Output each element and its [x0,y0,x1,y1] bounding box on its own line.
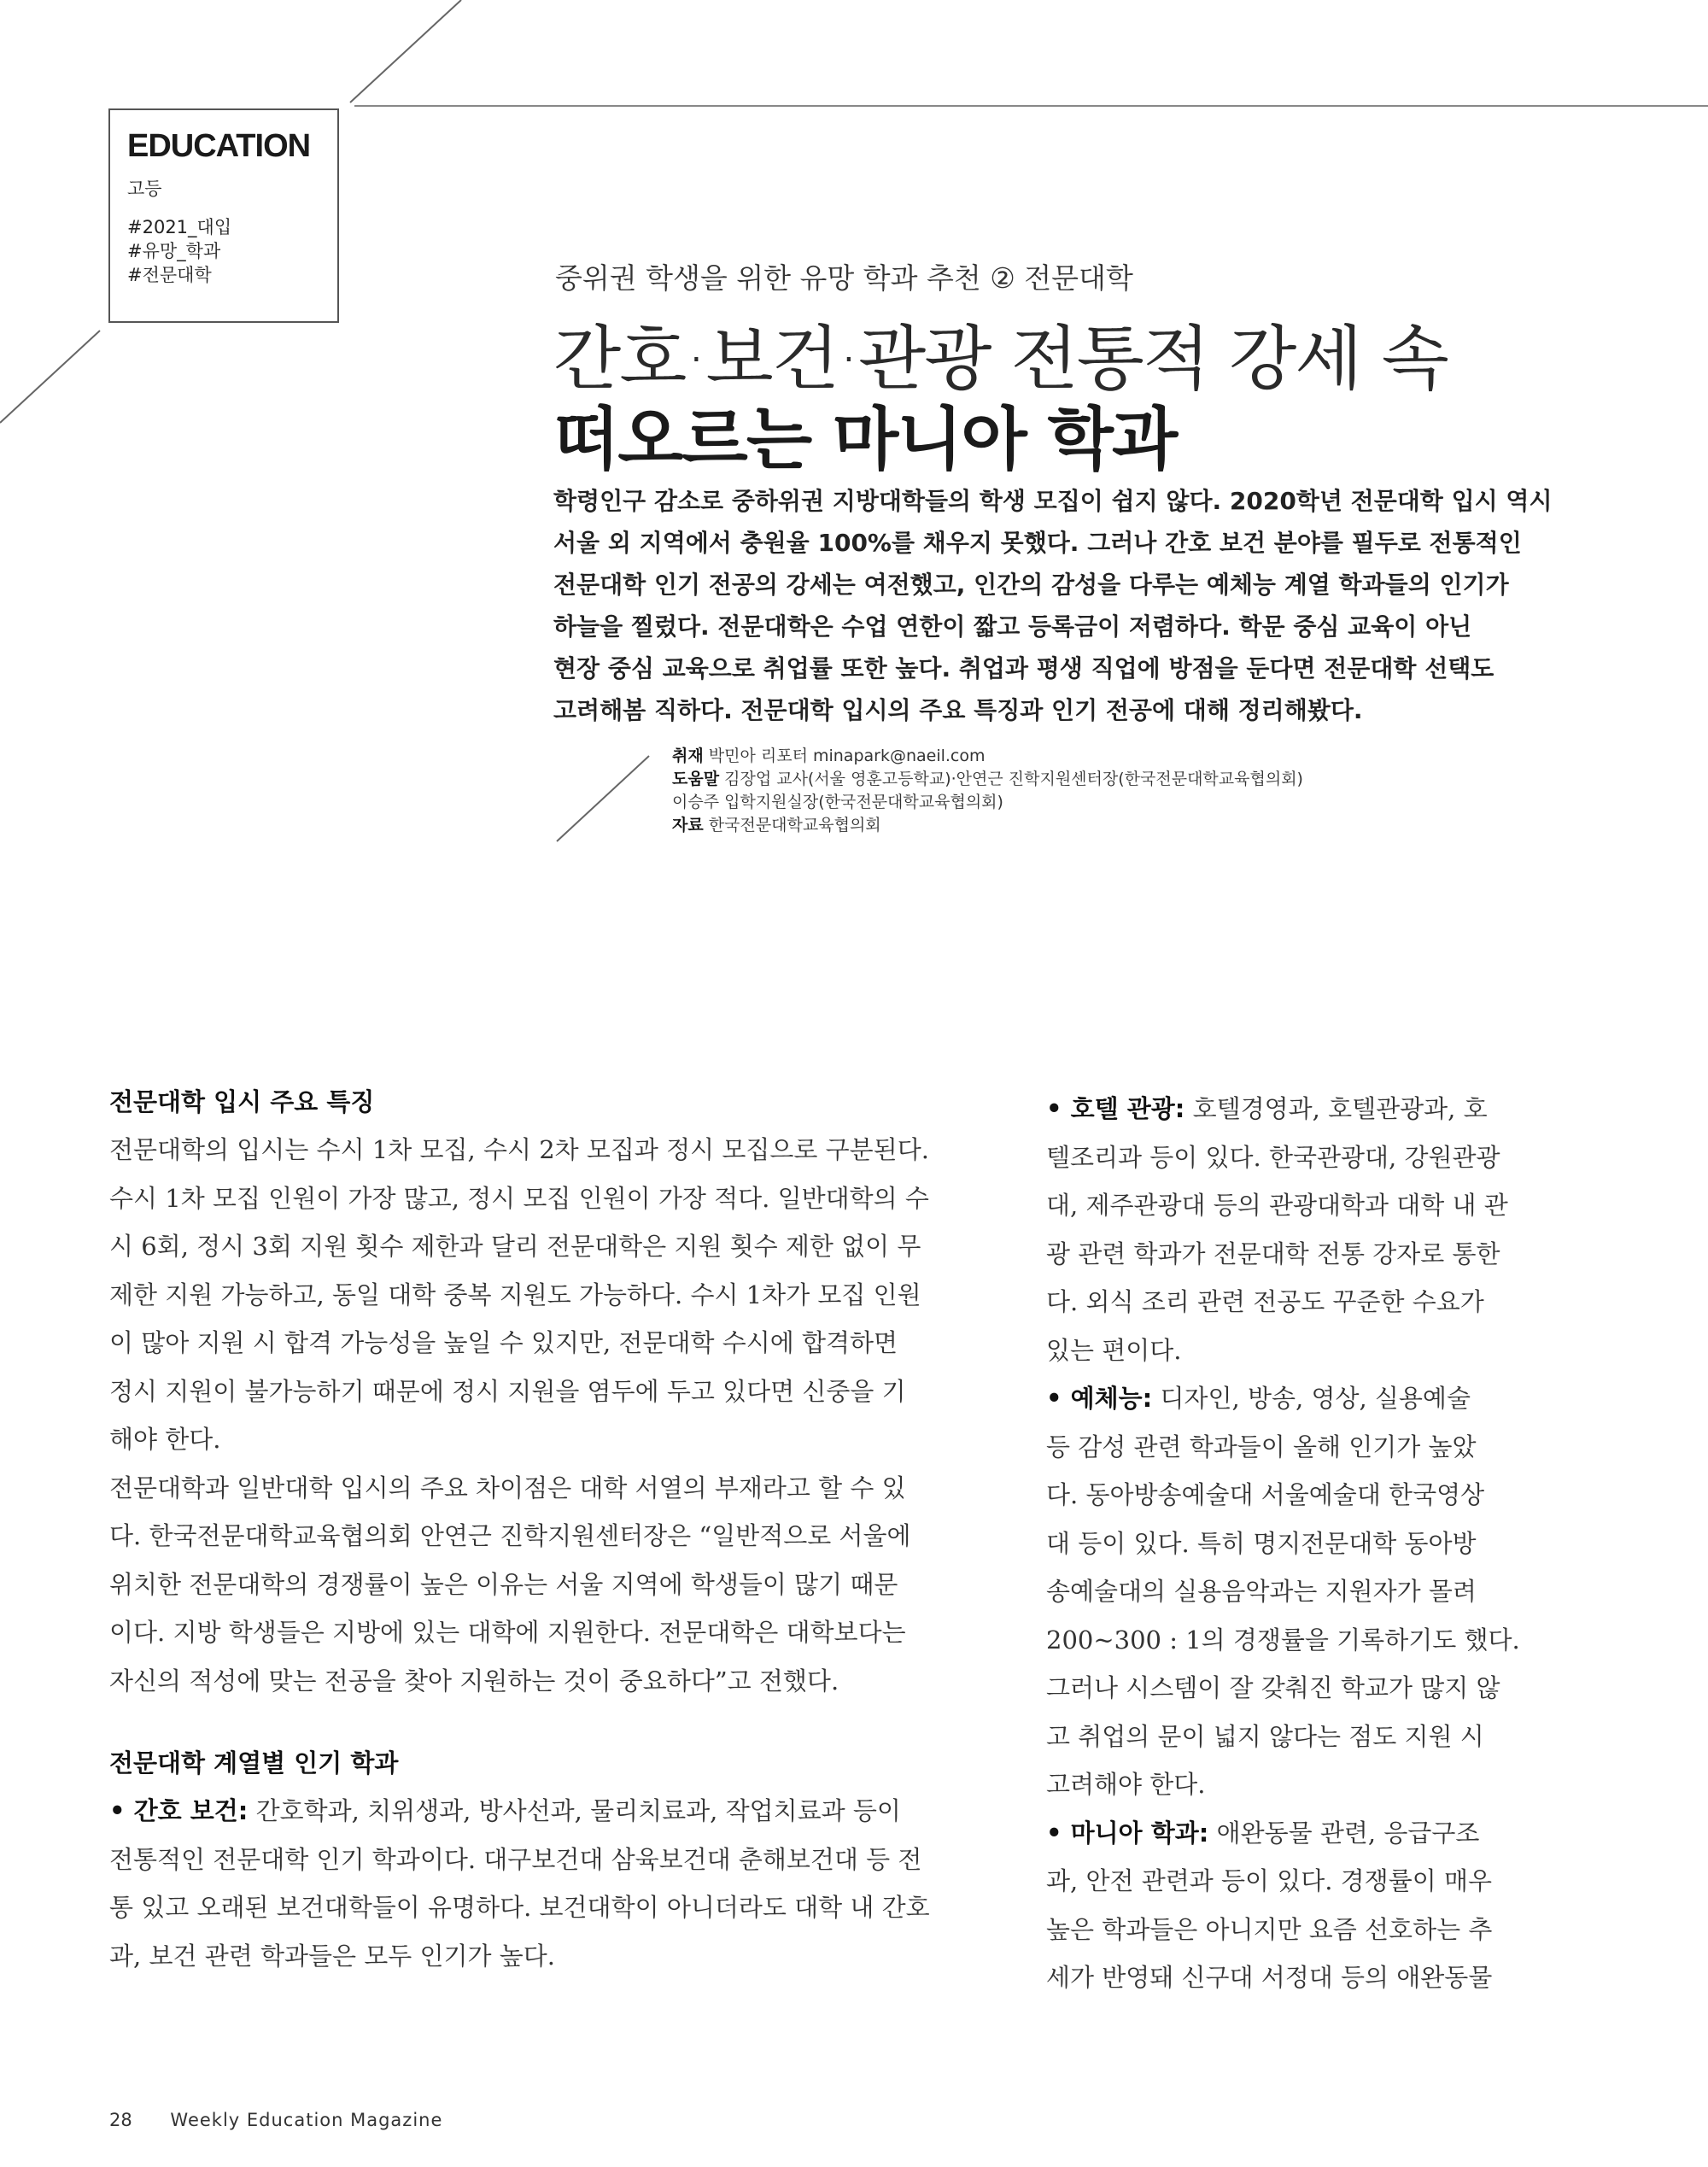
section-heading: 전문대학 계열별 인기 학과 [109,1748,399,1778]
body-line: 등 감성 관련 학과들이 올해 인기가 높았 [1046,1432,1477,1461]
right-column [1046,1085,1529,2002]
body-line: 고 취업의 문이 넓지 않다는 점도 지원 시 [1046,1721,1484,1751]
body-line: 제한 지원 가능하고, 동일 대학 중복 지원도 가능하다. 수시 1차가 모집 인원 [109,1280,921,1309]
diagonal-line-top [350,0,461,102]
body-line: 시 6회, 정시 3회 지원 횟수 제한과 달리 전문대학은 지원 횟수 제한 없이 무 [109,1232,921,1261]
body-line: 광 관련 학과가 전문대학 전통 강자로 통한 [1046,1239,1500,1268]
category-title: EDUCATION [127,128,311,164]
lead-paragraph [553,480,1553,731]
tag: #2021_대입 [127,217,232,237]
body-line: 통 있고 오래된 보건대학들이 유명하다. 보건대학이 아니더라도 대학 내 간호 [109,1893,930,1922]
body-line: • 예체능: 디자인, 방송, 영상, 실용예술 [1046,1384,1471,1413]
body-line: • 간호 보건: 간호학과, 치위생과, 방사선과, 물리치료과, 작업치료과 등이 [109,1796,901,1825]
body-line: 세가 반영돼 신구대 서정대 등의 애완동물 [1046,1963,1493,1992]
body-line: 대 등이 있다. 특히 명지전문대학 동아방 [1046,1528,1477,1558]
body-line: 과, 보건 관련 학과들은 모두 인기가 높다. [109,1941,555,1971]
body-line: 텔조리과 등이 있다. 한국관광대, 강원관광 [1046,1142,1500,1172]
body-line: 정시 지원이 불가능하기 때문에 정시 지원을 염두에 두고 있다면 신중을 기 [109,1376,906,1406]
body-line: 다. 외식 조리 관련 전공도 꾸준한 수요가 [1046,1287,1484,1316]
credit-source: 자료 한국전문대학교육협의회 [672,816,881,835]
body-line: 송예술대의 실용음악과는 지원자가 몰려 [1046,1577,1477,1606]
body-line: 이 많아 지원 시 합격 가능성을 높일 수 있지만, 전문대학 수시에 합격하면 [109,1328,898,1357]
body-line: 전통적인 전문대학 인기 학과이다. 대구보건대 삼육보건대 춘해보건대 등 전 [109,1844,922,1874]
body-line: 위치한 전문대학의 경쟁률이 높은 이유는 서울 지역에 학생들이 많기 때문 [109,1569,898,1599]
body-line: • 호텔 관광: 호텔경영과, 호텔관광과, 호 [1046,1094,1488,1123]
tag: #전문대학 [127,265,212,285]
lead-line: 고려해봄 직하다. 전문대학 입시의 주요 특징과 인기 전공에 대해 정리해봤다. [553,696,1363,724]
body-line: 다. 동아방송예술대 서울예술대 한국영상 [1046,1480,1485,1509]
magazine-name: Weekly Education Magazine [170,2110,443,2130]
body-line: 해야 한다. [109,1425,221,1454]
body-line: 대, 제주관광대 등의 관광대학과 대학 내 관 [1046,1191,1508,1220]
body-line: 이다. 지방 학생들은 지방에 있는 대학에 지원한다. 전문대학은 대학보다는 [109,1618,906,1647]
body-line: • 마니아 학과: 애완동물 관련, 응급구조 [1046,1818,1480,1848]
lead-line: 현장 중심 교육으로 취업률 또한 높다. 취업과 평생 직업에 방점을 둔다면 전문대학 선택도 [553,654,1494,682]
tag: #유망_학과 [127,241,221,261]
body-line: 자신의 적성에 맞는 전공을 찾아 지원하는 것이 중요하다”고 전했다. [109,1666,839,1696]
body-line: 전문대학의 입시는 수시 1차 모집, 수시 2차 모집과 정시 모집으로 구분된다. [109,1135,929,1164]
category-level: 고등 [127,179,162,199]
headline-line-1: 간호·보건·관광 전통적 강세 속 [553,319,1448,400]
page-number: 28 [109,2110,132,2130]
body-line: 전문대학과 일반대학 입시의 주요 차이점은 대학 서열의 부재라고 할 수 있 [109,1473,906,1502]
body-line: 그러나 시스템이 잘 갖춰진 학교가 많지 않 [1046,1673,1500,1702]
body-line: 수시 1차 모집 인원이 가장 많고, 정시 모집 인원이 가장 적다. 일반대학의 수 [109,1183,929,1213]
diagonal-line-credits [557,756,649,841]
left-column [109,1085,942,1980]
section-heading: 전문대학 입시 주요 특징 [109,1087,375,1116]
category-tags [127,215,231,287]
lead-line: 전문대학 인기 전공의 강세는 여전했고, 인간의 감성을 다루는 예체능 계열 학과들의 인기가 [553,571,1509,599]
body-line: 과, 안전 관련과 등이 있다. 경쟁률이 매우 [1046,1866,1492,1895]
lead-line: 하늘을 찔렀다. 전문대학은 수업 연한이 짧고 등록금이 저렴하다. 학문 중심 교육이 아닌 [553,612,1472,641]
credits [672,745,1303,837]
headline-line-2: 떠오르는 마니아 학과 [553,400,1177,479]
lead-line: 서울 외 지역에서 충원율 100%를 채우지 못했다. 그러나 간호 보건 분야를 필두로 전통적인 [553,529,1522,557]
body-line: 200~300 : 1의 경쟁률을 기록하기도 했다. [1046,1625,1520,1655]
body-line: 있는 편이다. [1046,1335,1182,1365]
credit-help-2: 이승주 입학지원실장(한국전문대학교육협의회) [672,793,1003,811]
page-footer [109,2110,442,2130]
credit-reporter: 취재 박민아 리포터 minapark@naeil.com [672,747,986,765]
article-kicker: 중위권 학생을 위한 유망 학과 추천 ② 전문대학 [555,261,1133,295]
body-line: 높은 학과들은 아니지만 요즘 선호하는 추 [1046,1914,1493,1944]
body-line: 고려해야 한다. [1046,1770,1206,1799]
diagonal-line-left [0,331,100,423]
lead-line: 학령인구 감소로 중하위권 지방대학들의 학생 모집이 쉽지 않다. 2020학년 전문대학 입시 역시 [553,487,1553,515]
credit-help: 도움말 김장업 교사(서울 영훈고등학교)·안연근 진학지원센터장(한국전문대학교육협의회) [672,770,1303,788]
body-line: 다. 한국전문대학교육협의회 안연근 진학지원센터장은 “일반적으로 서울에 [109,1521,911,1550]
